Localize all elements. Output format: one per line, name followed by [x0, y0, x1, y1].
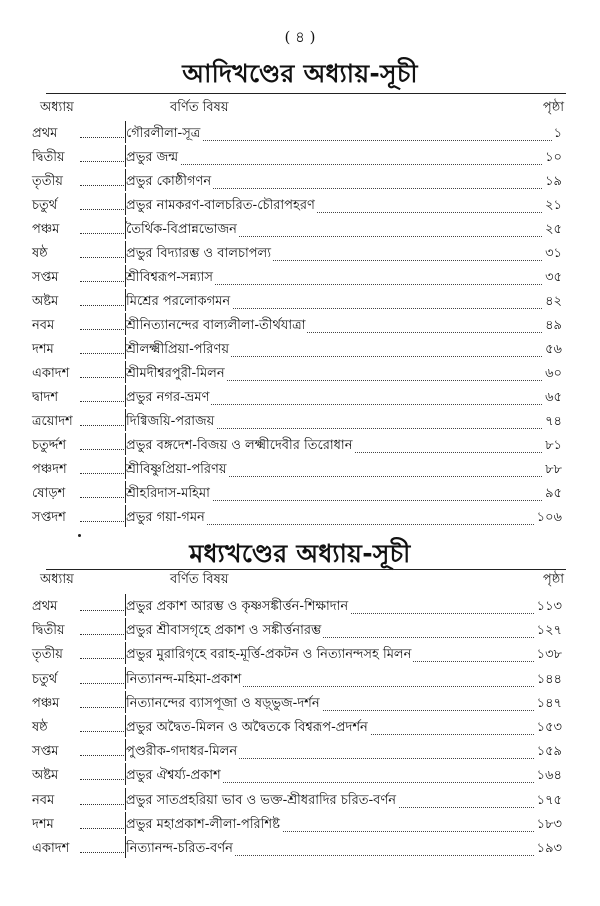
toc-row [0, 264, 600, 288]
page-number-cell: ১৮৩ [535, 815, 562, 836]
toc-row [0, 787, 600, 811]
page-number-cell: ১৭৫ [535, 791, 562, 812]
chapter-name: সপ্তম [32, 744, 59, 760]
chapter-subject: শ্রীবিষ্ণুপ্রিয়া-পরিণয় [126, 460, 229, 481]
chapter-name: সপ্তদশ [32, 510, 66, 525]
dot-leader [80, 497, 126, 498]
dot-leader [80, 610, 126, 611]
dot-leader [80, 329, 126, 330]
chapter-name: দ্বিতীয় [32, 623, 65, 639]
chapter-subject: তৈর্থিক-বিপ্রান্নভোজন [126, 220, 239, 241]
dot-leader [80, 257, 126, 258]
toc-row [0, 384, 600, 408]
dot-leader [80, 161, 126, 162]
toc-row [0, 192, 600, 216]
chapter-subject: প্রভুর অদ্বৈত-মিলন ও অদ্বৈতকে বিশ্বরূপ-প্রদর্শন [126, 718, 370, 739]
page-column-header: পৃষ্ঠা [542, 100, 564, 115]
page-number-cell: ৩৫ [543, 268, 562, 289]
chapter-name: পঞ্চদশ [32, 462, 67, 477]
chapter-subject: প্রভুর মুরারিগৃহে বরাহ-মূর্ত্তি-প্রকটন ও নিত্যানন্দসহ মিলন [126, 645, 413, 666]
page-number-cell: ১০ [543, 148, 562, 169]
page-number-cell: ১৯৩ [535, 839, 562, 860]
chapter-name: একাদশ [32, 840, 70, 856]
chapter-name: অষ্টম [32, 768, 59, 784]
chapter-subject: পুণ্ডরীক-গদাধর-মিলন [126, 742, 239, 763]
section-title: মধ্যখণ্ডের অধ্যায়-সূচী [189, 539, 411, 568]
dot-leader [80, 634, 126, 635]
chapter-name: চতুর্থ [32, 198, 58, 213]
title-rule [46, 93, 566, 94]
toc-row [0, 408, 600, 432]
chapter-name: নবম [32, 318, 55, 333]
chapter-name: দ্বিতীয় [32, 150, 65, 165]
chapter-subject: প্রভুর ঐশ্বর্য্য-প্রকাশ [126, 766, 223, 787]
toc-row [0, 216, 600, 240]
chapter-subject: প্রভুর জন্ম [126, 148, 180, 169]
chapter-subject: গৌরলীলা-সূত্র [126, 124, 202, 145]
chapter-name: ত্রয়োদশ [32, 414, 73, 429]
toc-row [0, 835, 600, 859]
page-number-cell: ৬৫ [543, 388, 562, 409]
dot-leader [80, 209, 126, 210]
toc-row [0, 811, 600, 835]
page-number-cell: ১৫৯ [535, 742, 562, 763]
chapter-name: পঞ্চম [32, 222, 60, 237]
dot-leader [80, 707, 126, 708]
page-number-cell: ৮৮ [543, 460, 562, 481]
dot-leader [80, 281, 126, 282]
page-number-cell: ১৯ [543, 172, 562, 193]
toc-list [0, 593, 600, 859]
section-title: আদিখণ্ডের অধ্যায়-সূচী [182, 59, 418, 88]
chapter-name: দশম [32, 342, 54, 357]
chapter-subject: প্রভুর গয়া-গমন [126, 508, 207, 529]
page-number-cell: ৭৪ [543, 412, 562, 433]
dot-leader [80, 779, 126, 780]
dot-leader [80, 305, 126, 306]
page-number-cell: ৫৬ [543, 340, 562, 361]
subject-column-header: বর্ণিত বিষয় [170, 572, 229, 587]
subject-column-header: বর্ণিত বিষয় [170, 100, 229, 115]
chapter-subject: মিশ্রের পরলোকগমন [126, 292, 232, 313]
page-number-cell: ১০৬ [535, 508, 562, 529]
dot-leader [80, 731, 126, 732]
chapter-subject: নিত্যানন্দ-চরিত-বর্ণন [126, 839, 235, 860]
dot-leader [80, 425, 126, 426]
dot-leader [80, 185, 126, 186]
dot-leader [80, 233, 126, 234]
column-header-row [0, 98, 600, 118]
dot-leader [80, 852, 126, 853]
chapter-name: একাদশ [32, 366, 70, 381]
chapter-subject: প্রভুর কোষ্ঠীগণন [126, 172, 213, 193]
chapter-name: ষষ্ঠ [32, 719, 48, 735]
chapter-subject: শ্রীনিত্যানন্দের বাল্যলীলা-তীর্থযাত্রা [126, 316, 307, 337]
toc-row [0, 762, 600, 786]
chapter-subject: প্রভুর নামকরণ-বালচরিত-চৌরাপহরণ [126, 196, 317, 217]
page-number-cell: ১৪৭ [535, 694, 562, 715]
toc-list [0, 120, 600, 528]
page-number: ( ৪ ) [284, 28, 316, 46]
chapter-subject: নিত্যানন্দের ব্যাসপূজা ও ষড়্ভুজ-দর্শন [126, 694, 322, 715]
page-number-cell: ১৬৪ [535, 766, 562, 787]
toc-row [0, 504, 600, 528]
page-number-cell: ১৪৪ [535, 670, 562, 691]
madhyakhanda-section [0, 536, 600, 856]
chapter-name: দ্বাদশ [32, 390, 59, 405]
dot-leader [80, 755, 126, 756]
chapter-name: তৃতীয় [32, 647, 63, 663]
dot-leader [80, 377, 126, 378]
dot-leader [80, 828, 126, 829]
chapter-name: প্রথম [32, 599, 58, 614]
chapter-subject: প্রভুর বিদ্যারম্ভ ও বালচাপল্য [126, 244, 273, 265]
page-number-cell: ১৫৩ [535, 718, 562, 739]
toc-row [0, 288, 600, 312]
chapter-subject: প্রভুর শ্রীবাসগৃহে প্রকাশ ও সঙ্কীর্ত্তনারম্ভ [126, 621, 323, 642]
chapter-subject: শ্রীহরিদাস-মহিমা [126, 484, 212, 505]
toc-row [0, 360, 600, 384]
chapter-subject: শ্রীলক্ষ্মীপ্রিয়া-পরিণয় [126, 340, 231, 361]
chapter-subject: প্রভুর নগর-ভ্রমণ [126, 388, 211, 409]
chapter-name: চতুর্দ্দশ [32, 438, 67, 453]
chapter-name: নবম [32, 792, 55, 808]
page-number-cell: ১২৭ [535, 621, 562, 642]
chapter-subject: প্রভুর সাতপ্রহরিয়া ভাব ও ভক্ত-শ্রীধরাদির চরিত-বর্ণন [126, 791, 398, 812]
chapter-name: চতুর্থ [32, 671, 58, 687]
dot-leader [80, 804, 126, 805]
chapter-name: সপ্তম [32, 270, 59, 285]
toc-row [0, 312, 600, 336]
toc-row [0, 738, 600, 762]
dot-leader [80, 449, 126, 450]
page-column-header: পৃষ্ঠা [542, 572, 564, 587]
toc-row [0, 120, 600, 144]
page-number-cell: ৪৯ [543, 316, 562, 337]
chapter-name: তৃতীয় [32, 174, 63, 189]
page-number-cell: ১১৩ [535, 597, 562, 618]
toc-row [0, 617, 600, 641]
toc-row [0, 240, 600, 264]
toc-row [0, 336, 600, 360]
chapter-subject: প্রভুর বঙ্গদেশ-বিজয় ও লক্ষ্মীদেবীর তিরোধান [126, 436, 354, 457]
page-number-cell: ৩১ [543, 244, 562, 265]
chapter-subject: প্রভুর মহাপ্রকাশ-লীলা-পরিশিষ্ট [126, 815, 282, 836]
dot-leader [80, 473, 126, 474]
chapter-subject: শ্রীমদীশ্বরপুরী-মিলন [126, 364, 227, 385]
toc-row [0, 480, 600, 504]
chapter-name: অষ্টম [32, 294, 59, 309]
dot-leader [80, 658, 126, 659]
toc-row [0, 641, 600, 665]
chapter-subject: শ্রীবিশ্বরূপ-সন্ন্যাস [126, 268, 215, 289]
page-number-cell: ৪২ [543, 292, 562, 313]
chapter-name: দশম [32, 816, 54, 832]
toc-row [0, 593, 600, 617]
dot-leader [80, 683, 126, 684]
chapter-name: প্রথম [32, 126, 58, 141]
chapter-name: ষোড়শ [32, 486, 66, 501]
column-header-row [0, 570, 600, 590]
page-number-cell: ১৩৮ [535, 645, 562, 666]
dot-leader [80, 137, 126, 138]
page-number-cell: ৮১ [543, 436, 562, 457]
toc-row [0, 714, 600, 738]
chapter-name: ষষ্ঠ [32, 246, 48, 261]
toc-row [0, 432, 600, 456]
toc-row [0, 666, 600, 690]
chapter-column-header: অধ্যায় [40, 572, 74, 587]
toc-row [0, 690, 600, 714]
page-number-cell: ১ [552, 124, 562, 145]
page-number-cell: ৯৫ [543, 484, 562, 505]
toc-row [0, 168, 600, 192]
chapter-subject: প্রভুর প্রকাশ আরম্ভ ও কৃষ্ণসঙ্কীর্ত্তন-শিক্ষাদান [126, 597, 350, 618]
dot-leader [80, 353, 126, 354]
chapter-subject: দিগ্বিজয়ি-পরাজয় [126, 412, 216, 433]
toc-row [0, 456, 600, 480]
dot-leader [80, 521, 126, 522]
chapter-column-header: অধ্যায় [40, 100, 74, 115]
dot-leader [80, 401, 126, 402]
chapter-subject: নিত্যানন্দ-মহিমা-প্রকাশ [126, 670, 243, 691]
toc-row [0, 144, 600, 168]
page-number-cell: ৬০ [543, 364, 562, 385]
dot-leader [126, 164, 560, 165]
chapter-name: পঞ্চম [32, 695, 60, 711]
page-number-cell: ২৫ [543, 220, 562, 241]
adikhanda-section [0, 56, 600, 525]
page-number-cell: ২১ [543, 196, 562, 217]
